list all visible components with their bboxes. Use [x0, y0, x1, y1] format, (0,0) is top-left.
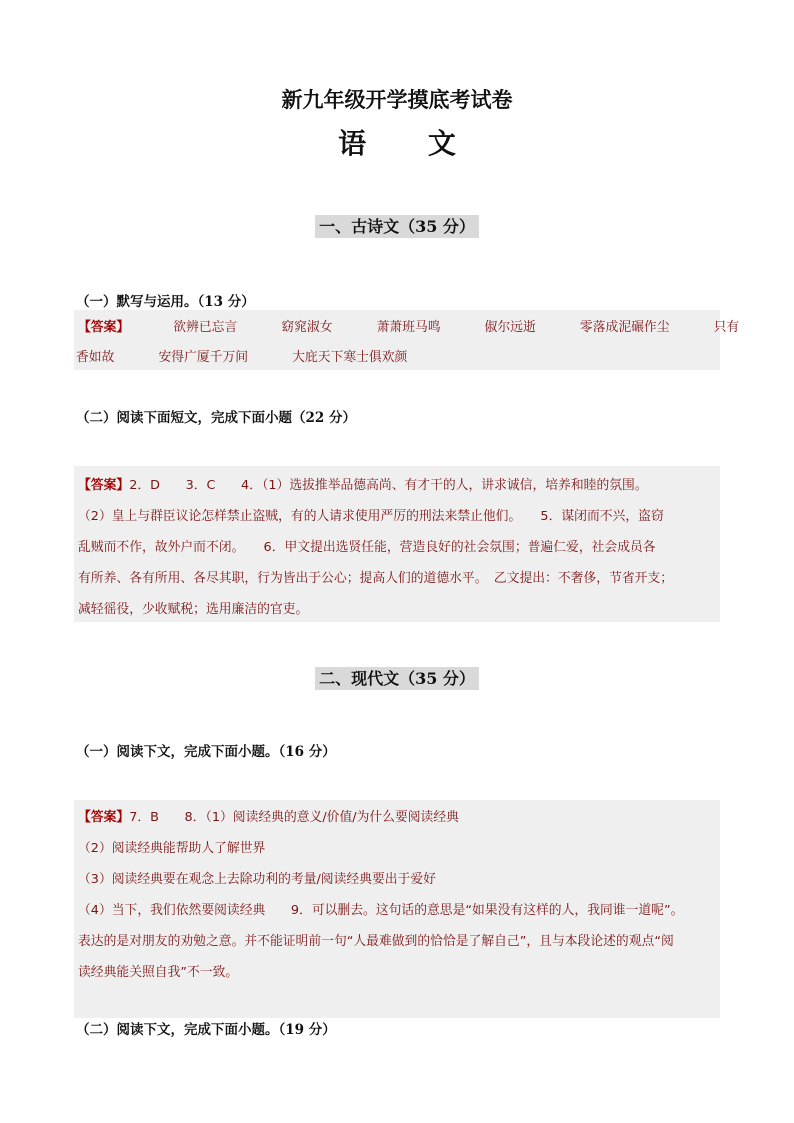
answer-item: 安得广厦千万间: [158, 350, 249, 365]
answer-item: 只有: [713, 320, 740, 335]
answer-line: 减轻徭役，少收赋税；选用廉洁的官吏。: [78, 602, 309, 617]
answer-item: 窈窕淑女: [281, 320, 333, 335]
answer-item: 萧萧班马鸣: [376, 320, 441, 335]
answer-item: 大庇天下寒士俱欢颜: [292, 350, 408, 365]
answer-line: （4）当下，我们依然要阅读经典 9．可以删去。这句话的意思是“如果没有这样的人，我同谁一道呢”。: [78, 903, 684, 918]
question-label: （二）阅读下文，完成下面小题。（19 分）: [76, 1022, 336, 1038]
answer-tag: 【答案】: [78, 320, 130, 335]
exam-title: 新九年级开学摸底考试卷: [281, 87, 513, 112]
question-label: （一）默写与运用。（13 分）: [76, 294, 255, 310]
answer-line: 2．D 3．C 4．（1）选拔推举品德高尚、有才干的人，讲求诚信，培养和睦的氛围。: [129, 478, 648, 493]
subject-title: 语 文: [338, 127, 482, 160]
answer-line: 乱贼而不作，故外户而不闭。 6．甲文提出选贤任能，营造良好的社会氛围；普遍仁爱，社会成员各: [78, 540, 656, 555]
question-label: （一）阅读下文，完成下面小题。（16 分）: [76, 744, 336, 760]
answer-item: 零落成泥碾作尘: [579, 320, 670, 335]
section-heading-text: 一、古诗文（35 分）: [315, 215, 479, 238]
answer-line: （2）阅读经典能帮助人了解世界: [78, 841, 266, 856]
answer-tag: 【答案】: [78, 478, 130, 493]
section-heading-modern: [0, 666, 794, 689]
answer-box-classical-reading: [74, 466, 720, 622]
answer-item: 俶尔远逝: [484, 320, 536, 335]
section-heading-classical: [0, 214, 794, 237]
question-label: （二）阅读下面短文，完成下面小题（22 分）: [76, 410, 356, 426]
answer-line: （3）阅读经典要在观念上去除功利的考量/阅读经典要出于爱好: [78, 872, 436, 887]
answer-line: 读经典能关照自我”不一致。: [78, 965, 239, 980]
answer-line: 7．B 8．（1）阅读经典的意义/价值/为什么要阅读经典: [129, 810, 459, 825]
answer-line: （2）皇上与群臣议论怎样禁止盗贼，有的人请求使用严厉的刑法来禁止他们。 5．谋闭而不兴，盗窃: [78, 509, 664, 524]
answer-line: 表达的是对朋友的劝勉之意。并不能证明前一句“人最难做到的恰恰是了解自己”，且与本段论述的观点“阅: [78, 934, 674, 949]
answer-item: 香如故: [76, 350, 115, 365]
section-heading-text: 二、现代文（35 分）: [315, 667, 479, 690]
answer-box-modern-reading: [74, 800, 720, 1018]
answer-line: 有所养、各有所用、各尽其职，行为皆出于公心；提高人们的道德水平。 乙文提出：不奢侈，节省开支；: [78, 571, 674, 586]
answer-item: 欲辨已忘言: [173, 320, 238, 335]
answer-box-recitation: [74, 310, 740, 370]
answer-tag: 【答案】: [78, 810, 130, 825]
